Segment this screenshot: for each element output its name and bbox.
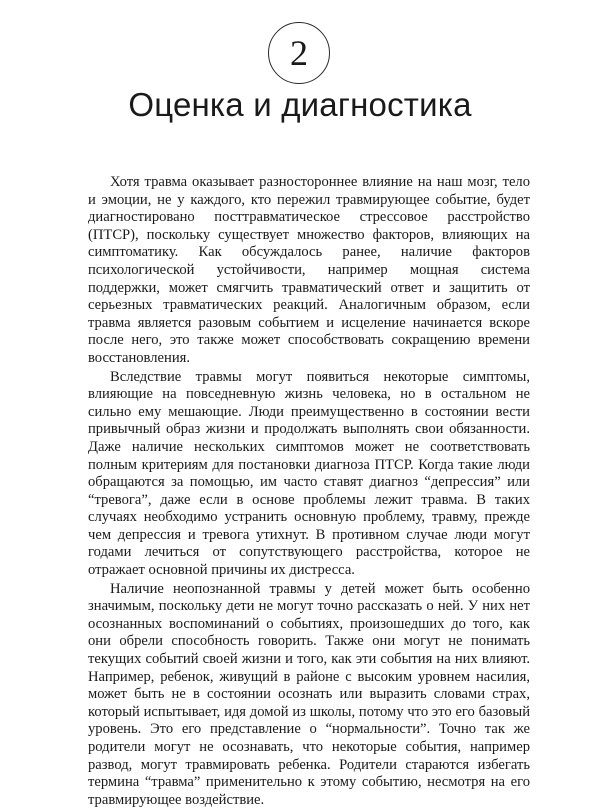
paragraph-1: Хотя травма оказывает разностороннее влияние на наш мозг, тело и эмоции, не у каждого, кто пережил травмирующее событие, будет диагностировано посттравматическое стрессовое расстройство (ПТСР), поскольку существует множество факторов, влияющих на симптоматику. Как обсуждалось ранее, наличие факторов психологической устойчивости, например мощная система поддержки, может смягчить травматический ответ и защитить от серьезных травматических реакций. Аналогичным образом, если травма является разовым событием и исцеление начинается вскоре после него, это также может способствовать сокращению времени восстановления. <box>88 174 530 366</box>
chapter-body <box>88 174 530 809</box>
chapter-number-badge <box>268 22 330 84</box>
paragraph-3: Наличие неопознанной травмы у детей может быть особенно значимым, поскольку дети не могут точно рассказать о ней. У них нет осознанных воспоминаний о событиях, произошедших до того, как они обрели способность говорить. Также они могут не понимать текущих событий своей жизни и того, как эти события на них влияют. Например, ребенок, живущий в районе с высоким уровнем насилия, может быть не в состоянии осознать или выразить словами страх, который испытывает, идя домой из школы, потому что это его базовый уровень. Это его представление о “нормальности”. Точно так же родители могут не осознавать, что некоторые события, например развод, могут травмировать ребенка. Родители стараются избегать термина “травма” применительно к этому событию, несмотря на его травмирующее воздействие. <box>88 580 530 808</box>
chapter-number: 2 <box>290 33 308 73</box>
chapter-title: Оценка и диагностика <box>128 86 472 123</box>
paragraph-2: Вследствие травмы могут появиться некоторые симптомы, влияющие на повседневную жизнь человека, но в остальном не сильно ему мешающие. Люди преимущественно в состоянии вести привычный образ жизни и продолжать выполнять свои обязанности. Даже наличие нескольких симптомов может не соответствовать полным критериям для постановки диагноза ПТСР. Когда такие люди обращаются за помощью, им часто ставят диагноз “депрессия” или “тревога”, даже если в основе проблемы лежит травма. В таких случаях необходимо устранить основную проблему, травму, прежде чем депрессия и тревога утихнут. В противном случае люди могут годами лечиться от сопутствующего расстройства, которое не отражает основной причины их дистресса. <box>88 368 530 579</box>
